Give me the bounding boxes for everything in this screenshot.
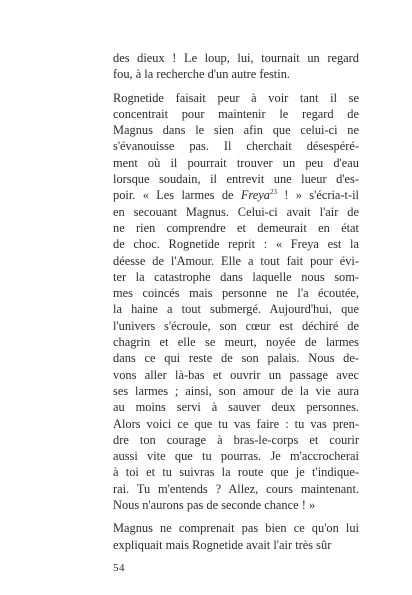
text-line: rai. Tu m'entends ? Allez, cours maintenant. (113, 481, 359, 496)
text-line: Nous n'aurons pas de seconde chance ! » (113, 498, 316, 513)
text-line: Alors voici ce que tu vas faire : tu vas pren- (113, 416, 359, 431)
text-line: en secouant Magnus. Celui-ci avait l'air de (113, 204, 359, 219)
paragraph (113, 50, 359, 83)
page-number: 54 (113, 562, 125, 574)
text-line: dans ce qui reste de son palais. Nous de- (113, 351, 359, 366)
text-line: au moins servi à sauver deux personnes. (113, 400, 359, 415)
text-line: chagrin et elle se meurt, noyée de larmes (113, 335, 359, 350)
text-line: l'univers s'écroule, son cœur est déchiré de (113, 318, 359, 333)
paragraph (113, 520, 359, 553)
paragraph (113, 90, 359, 514)
text-line: Magnus dans le sien afin que celui-ci ne (113, 123, 359, 138)
text-line: déesse de l'Amour. Elle a tout fait pour évi- (113, 253, 359, 268)
text-line: s'évanouisse pas. Il cherchait désespéré- (113, 139, 359, 154)
text-line: ne rien comprendre et demeurait en état (113, 220, 359, 235)
text-line: ses larmes ; ainsi, son amour de la vie aura (113, 383, 359, 398)
text-line: dre ton courage à bras-le-corps et courir (113, 432, 359, 447)
text-line: expliquait mais Rognetide avait l'air très sûr (113, 537, 332, 552)
text-line: mes coincés mais personne ne l'a écoutée, (113, 286, 359, 301)
text-line: concentrait pour maintenir le regard de (113, 106, 359, 121)
text-line: des dieux ! Le loup, lui, tournait un regard (113, 51, 359, 65)
text-line: la haine a tout submergé. Aujourd'hui, que (113, 302, 359, 317)
text-line: poir. « Les larmes de Freya$^{23}$ ! » s'écria-t-il (113, 188, 359, 203)
text-line: aussi vite que tu pourras. Je m'accrocherai (113, 449, 359, 464)
text-line: ment où il pourrait trouver un peu d'eau (113, 155, 359, 170)
freya-name: Freya (240, 188, 270, 203)
text-line: vons aller là-bas et ouvrir un passage avec (113, 367, 359, 382)
text-line: de choc. Rognetide reprit : « Freya est la (113, 237, 359, 252)
text-line: ter la catastrophe dans laquelle nous som- (113, 269, 359, 284)
body-text (113, 50, 359, 553)
text-line: à toi et tu suivras la route que je t'indique- (113, 465, 359, 480)
text-line: Magnus ne comprenait pas bien ce qu'on lui (113, 521, 359, 536)
text-line: fou, à la recherche d'un autre festin. (113, 67, 290, 82)
text-line: Rognetide faisait peur à voir tant il se (113, 90, 359, 105)
footnote-marker: 23 (269, 188, 277, 197)
text-line: lorsque soudain, il entrevit une lueur d'es- (113, 172, 359, 187)
